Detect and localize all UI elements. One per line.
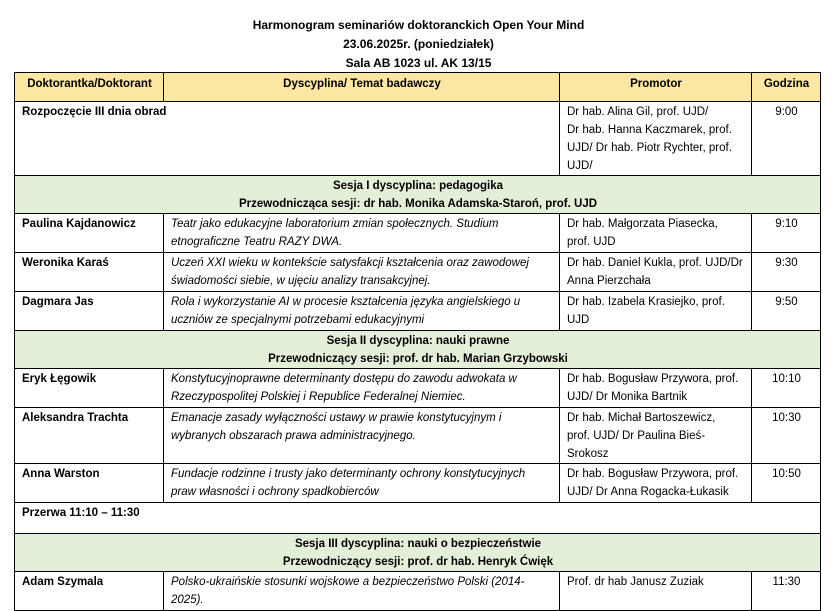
opening-row (15, 102, 821, 176)
session-header-row (15, 331, 821, 369)
promoter-line: Dr hab. Izabela Krasiejko, prof. (567, 296, 725, 308)
promoter (560, 369, 752, 408)
promoter-line: UJD/ (567, 160, 593, 172)
promoter-line: UJD (567, 314, 590, 326)
promoter-line: UJD/ Dr Monika Bartnik (567, 391, 688, 403)
topic-line: praw własności i ochrony spadkobierców (171, 486, 379, 498)
column-header-student: Doktorantka/Doktorant (15, 73, 164, 102)
research-topic (164, 369, 560, 408)
promoter-line: UJD/ Dr Anna Rogacka-Łukasik (567, 486, 729, 498)
topic-line: uczniów ze specjalnymi potrzebami edukacyjnymi (171, 314, 425, 326)
session-header (15, 534, 821, 572)
session-header (15, 331, 821, 369)
topic-line: Rola i wykorzystanie AI w procesie kształcenia języka angielskiego u (171, 296, 521, 308)
session-title: Sesja I dyscyplina: pedagogika (332, 180, 503, 192)
promoter (560, 292, 752, 331)
session-title: Sesja II dyscyplina: nauki prawne (326, 335, 510, 347)
topic-line: Fundacje rodzinne i trusty jako determinanty ochrony konstytucyjnych (171, 468, 526, 480)
hour: 10:50 (752, 464, 821, 503)
document-title: Harmonogram seminariów doktoranckich Open Your Mind (252, 18, 585, 32)
table-row (15, 292, 821, 331)
student-name: Aleksandra Trachta (15, 408, 164, 464)
research-topic (164, 253, 560, 292)
topic-line: Emanacje zasady wyłączności ustawy w prawie konstytucyjnym i (171, 412, 502, 424)
document-location: Sala AB 1023 ul. AK 13/15 (345, 56, 492, 70)
promoter-line: Prof. dr hab Janusz Zuziak (567, 576, 704, 588)
table-row (15, 253, 821, 292)
topic-line: świadomości siebie, w ujęciu analizy transakcyjnej. (171, 275, 431, 287)
hour: 9:50 (752, 292, 821, 331)
topic-line: Teatr jako edukacyjne laboratorium zmian społecznych. Studium (171, 218, 499, 230)
topic-line: Konstytucyjnoprawne determinanty dostępu do zawodu adwokata w (171, 373, 517, 385)
hour: 9:10 (752, 214, 821, 253)
promoter (560, 464, 752, 503)
opening-promoters (560, 102, 752, 176)
topic-line: Uczeń XXI wieku w kontekście satysfakcji kształcenia oraz zawodowej (171, 257, 529, 269)
table-header-row (15, 73, 821, 102)
promoter-line: UJD/ Dr hab. Piotr Rychter, prof. (567, 142, 732, 154)
student-name: Anna Warston (15, 464, 164, 503)
student-name: Weronika Karaś (15, 253, 164, 292)
session-chair: Przewodniczący sesji: prof. dr hab. Marian Grzybowski (268, 353, 568, 365)
break-row (15, 503, 821, 534)
column-header-hour: Godzina (752, 73, 821, 102)
topic-line: wybranych obszarach prawa administracyjnego. (171, 430, 416, 442)
promoter-line: Dr hab. Małgorzata Piasecka, (567, 218, 718, 230)
promoter (560, 408, 752, 464)
research-topic (164, 572, 560, 611)
document-date: 23.06.2025r. (poniedziałek) (343, 37, 494, 51)
opening-hour: 9:00 (752, 102, 821, 176)
table-row (15, 464, 821, 503)
session-header-row (15, 534, 821, 572)
promoter-line: Dr hab. Bogusław Przywora, prof. (567, 468, 739, 480)
table-row (15, 572, 821, 611)
promoter-line: Anna Pierzchała (567, 275, 651, 287)
topic-line: 2025). (171, 594, 204, 606)
promoter-line: Dr hab. Daniel Kukla, prof. UJD/Dr (567, 257, 743, 269)
promoter (560, 214, 752, 253)
session-header-row (15, 176, 821, 214)
student-name: Eryk Łęgowik (15, 369, 164, 408)
promoter-line: Dr hab. Michał Bartoszewicz, (567, 412, 716, 424)
promoter-line: prof. UJD/ Dr Paulina Bieś-Srokosz (567, 430, 706, 460)
break-label: Przerwa 11:10 – 11:30 (15, 503, 821, 534)
research-topic (164, 464, 560, 503)
promoter-line: Dr hab. Hanna Kaczmarek, prof. (567, 124, 732, 136)
session-title: Sesja III dyscyplina: nauki o bezpieczeństwie (294, 538, 542, 550)
column-header-promoter: Promotor (560, 73, 752, 102)
research-topic (164, 214, 560, 253)
session-header (15, 176, 821, 214)
opening-label: Rozpoczęcie III dnia obrad (15, 102, 560, 176)
schedule-table (14, 72, 821, 611)
promoter-line: Dr hab. Alina Gil, prof. UJD/ (567, 106, 709, 118)
topic-line: Polsko-ukraińskie stosunki wojskowe a bezpieczeństwo Polski (2014- (171, 576, 525, 588)
table-row (15, 408, 821, 464)
research-topic (164, 408, 560, 464)
session-chair: Przewodniczący sesji: prof. dr hab. Henryk Ćwięk (282, 556, 554, 568)
table-row (15, 369, 821, 408)
hour: 11:30 (752, 572, 821, 611)
hour: 10:10 (752, 369, 821, 408)
student-name: Dagmara Jas (15, 292, 164, 331)
column-header-topic: Dyscyplina/ Temat badawczy (164, 73, 560, 102)
student-name: Adam Szymala (15, 572, 164, 611)
document-header (0, 16, 837, 73)
research-topic (164, 292, 560, 331)
promoter (560, 572, 752, 611)
promoter-line: Dr hab. Bogusław Przywora, prof. (567, 373, 739, 385)
topic-line: Rzeczypospolitej Polskiej i Republice Federalnej Niemiec. (171, 391, 466, 403)
promoter-line: prof. UJD (567, 236, 616, 248)
student-name: Paulina Kajdanowicz (15, 214, 164, 253)
table-row (15, 214, 821, 253)
session-chair: Przewodnicząca sesji: dr hab. Monika Adamska-Staroń, prof. UJD (238, 198, 598, 210)
hour: 10:30 (752, 408, 821, 464)
hour: 9:30 (752, 253, 821, 292)
topic-line: etnograficzne Teatru RAZY DWA. (171, 236, 343, 248)
promoter (560, 253, 752, 292)
